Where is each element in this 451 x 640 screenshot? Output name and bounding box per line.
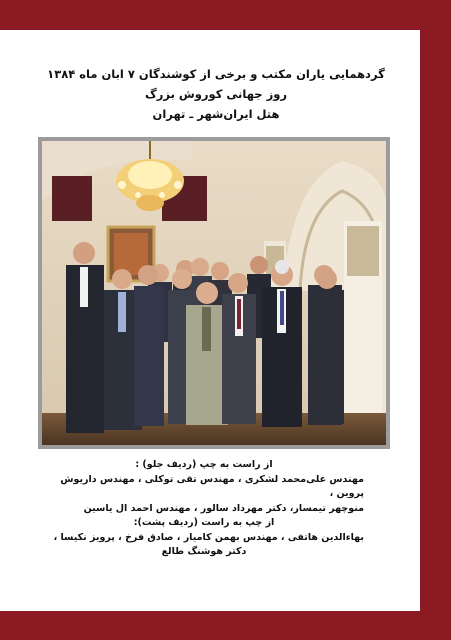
caption-back-line-2: دکتر هوشنگ طالع — [161, 546, 247, 557]
caption-front-title: از راست به چپ (ردیف جلو) : — [135, 459, 273, 470]
group-photo — [38, 137, 390, 449]
heading-line-3: هتل ایران‌شهر ـ تهران — [152, 107, 280, 121]
page-heading — [40, 64, 392, 124]
caption-front-line-1: مهندس علی‌محمد لشکری ، مهندس تقی توکلی ، مهندس داریوش پروین ، — [60, 473, 364, 499]
caption-back-line-1: بهاءالدین هاتفی ، مهندس بهمن کامیار ، صادق فرخ ، پرویز نکیسا ، — [53, 531, 364, 543]
photo-caption — [44, 458, 364, 560]
heading-line-1: گردهمایی یاران مکتب و برخی از کوشندگان ۷ ابان ماه ۱۳۸۴ — [47, 67, 385, 81]
caption-front-line-2: منوچهر تیمسار، دکتر مهرداد سالور ، مهندس احمد ال یاسین — [83, 502, 364, 514]
caption-back-title: از چپ به راست (ردیف پشت): — [133, 517, 275, 528]
right-border — [420, 30, 451, 611]
heading-line-2: روز جهانی کوروش بزرگ — [145, 87, 287, 101]
group-photo-image — [42, 141, 386, 445]
top-border — [0, 0, 451, 30]
bottom-border — [0, 611, 451, 640]
